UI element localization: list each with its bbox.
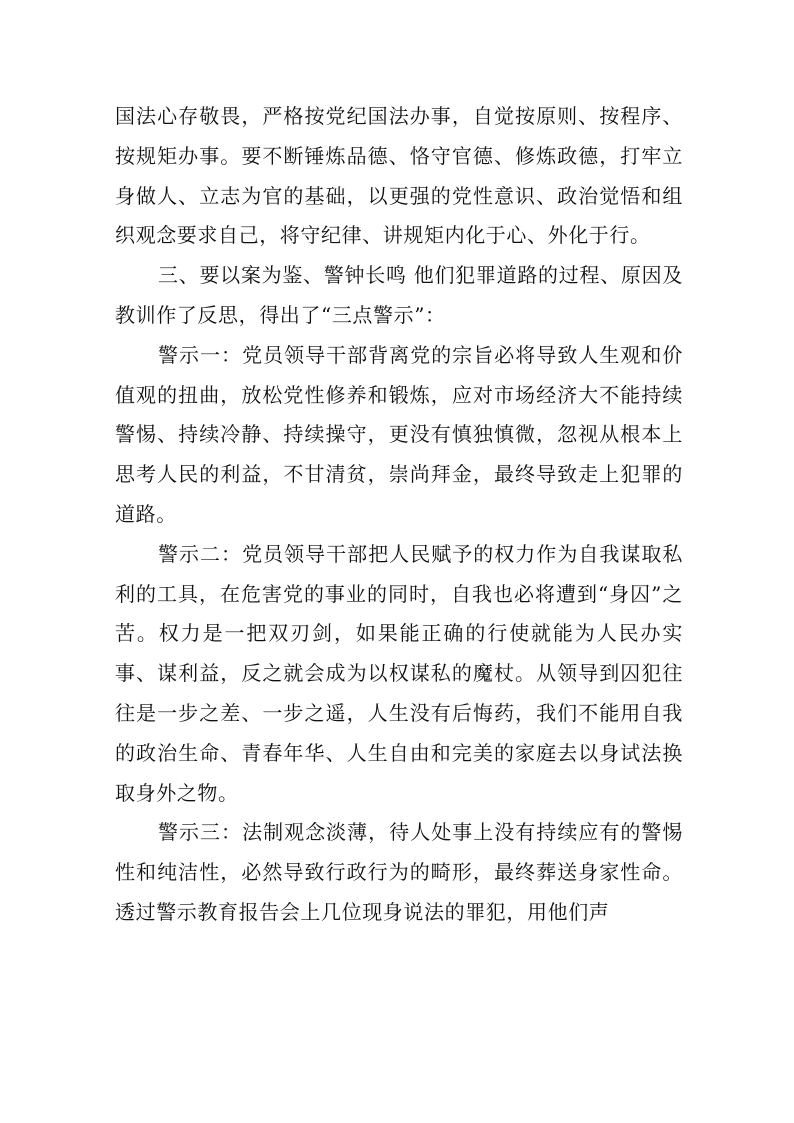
section-heading-paragraph: 三、要以案为鉴、警钟长鸣 他们犯罪道路的过程、原因及教训作了反思，得出了“三点警示”： [115,263,683,327]
document-body [115,97,683,933]
warning-three-paragraph: 警示三：法制观念淡薄，待人处事上没有持续应有的警惕性和纯洁性，必然导致行政行为的畸形，最终葬送身家性命。透过警示教育报告会上几位现身说法的罪犯，用他们声 [115,820,683,924]
paragraph-continuation: 国法心存敬畏，严格按党纪国法办事，自觉按原则、按程序、按规矩办事。要不断锤炼品德、恪守官德、修炼政德，打牢立身做人、立志为官的基础，以更强的党性意识、政治觉悟和组织观念要求自己，将守纪律、讲规矩内化于心、外化于行。 [115,104,683,248]
warning-two-paragraph: 警示二：党员领导干部把人民赋予的权力作为自我谋取私利的工具，在危害党的事业的同时，自我也必将遭到“身囚”之苦。权力是一把双刃剑，如果能正确的行使就能为人民办实事、谋利益，反之就会成为以权谋私的魔杖。从领导到囚犯往往是一步之差、一步之遥，人生没有后悔药，我们不能用自我的政治生命、青春年华、人生自由和完美的家庭去以身试法换取身外之物。 [115,541,683,805]
warning-one-paragraph: 警示一：党员领导干部背离党的宗旨必将导致人生观和价值观的扭曲，放松党性修养和锻炼，应对市场经济大不能持续警惕、持续冷静、持续操守，更没有慎独慎微，忽视从根本上思考人民的利益，不甘清贫，崇尚拜金，最终导致走上犯罪的道路。 [115,342,683,526]
